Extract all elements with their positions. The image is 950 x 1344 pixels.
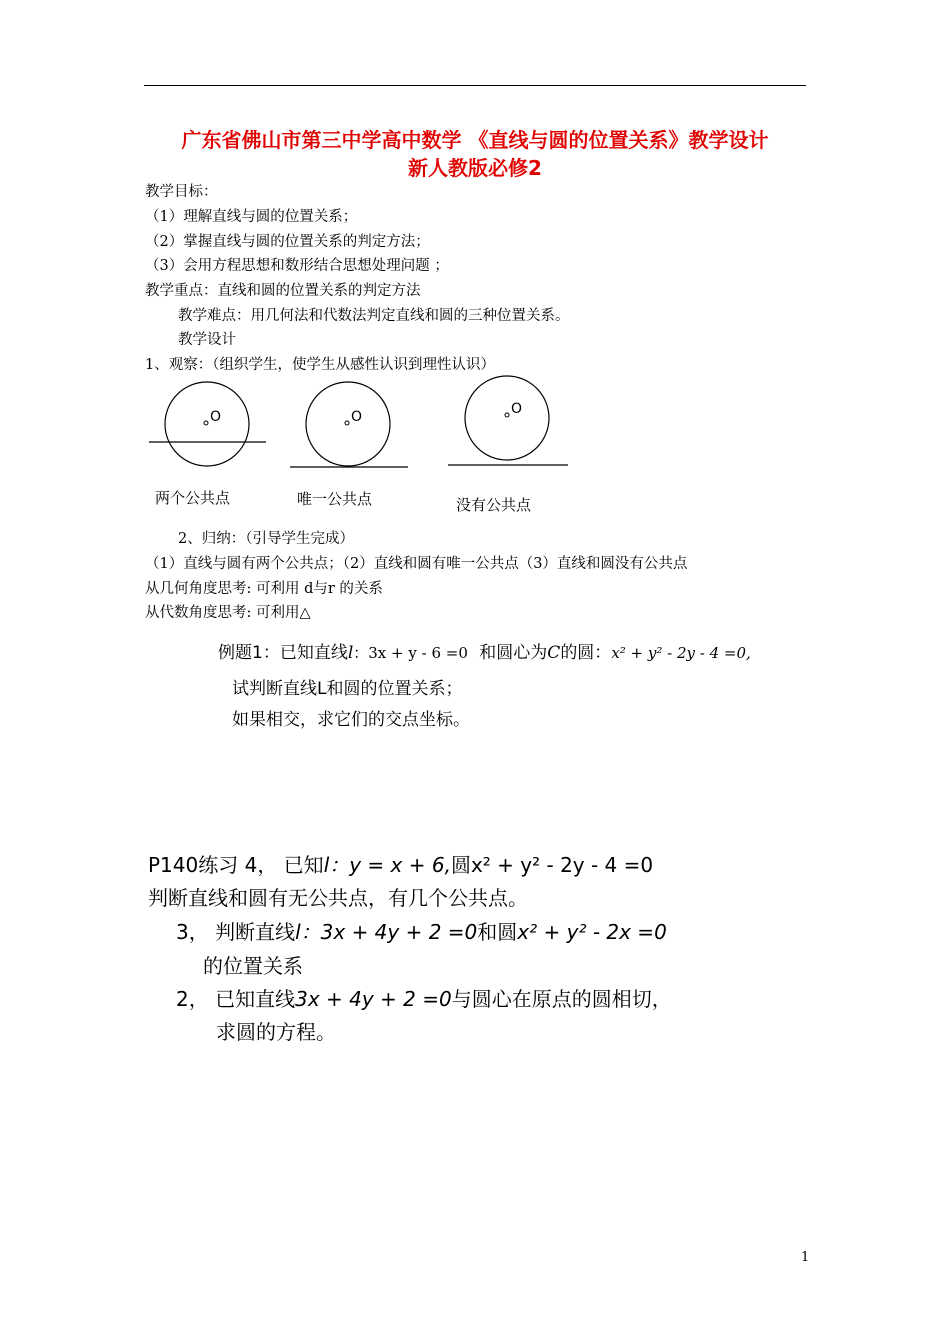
- exercise-2-question: 求圆的方程。: [216, 1020, 336, 1044]
- example-label: 例题1：已知直线: [218, 643, 348, 663]
- summary-heading: 2、归纳：（引导学生完成）: [178, 531, 354, 547]
- example-line-var: l: [347, 643, 354, 663]
- exercise-2-prefix: 2， 已知直线: [176, 987, 296, 1011]
- exercise-3: [176, 916, 667, 945]
- exercise-3-mid: 和圆: [477, 920, 518, 944]
- example-question-2: 如果相交，求它们的交点坐标。: [232, 710, 470, 730]
- exercise-p140-line: l：y = x + 6,: [323, 853, 451, 877]
- example-center: C: [547, 643, 561, 663]
- exercise-p140-prefix: P140练习 4， 已知: [148, 853, 324, 877]
- example-circle-eq: x² + y² - 2y - 4 =0,: [611, 644, 751, 662]
- exercise-2-line: 3x + 4y + 2 =0: [295, 987, 452, 1011]
- exercise-2-rest: 与圆心在原点的圆相切，: [451, 987, 672, 1011]
- example-question-1: 试判断直线L和圆的位置关系；: [232, 679, 463, 699]
- header-rule: [144, 85, 806, 86]
- summary-algebra: 从代数角度思考: 可利用△: [145, 605, 311, 621]
- center-label-3: O: [511, 401, 523, 417]
- observe-heading: 1、观察：（组织学生，使学生从感性认识到理性认识）: [145, 357, 495, 373]
- goal-item-1: （1）理解直线与圆的位置关系；: [145, 209, 358, 225]
- example-circle-prefix: 的圆：: [560, 643, 612, 663]
- caption-no-point: 没有公共点: [456, 496, 532, 514]
- exercise-3-circle: x² + y² - 2x =0: [517, 920, 667, 944]
- exercise-p140: [148, 849, 653, 878]
- diagram-tangent: [290, 382, 408, 467]
- exercise-p140-question: 判断直线和圆有无公共点，有几个公共点。: [148, 886, 528, 910]
- summary-geometry: 从几何角度思考: 可利用 d与r 的关系: [145, 581, 383, 597]
- exercise-3-line: l：3x + 4y + 2 =0: [295, 920, 478, 944]
- exercise-3-question: 的位置关系: [203, 954, 303, 978]
- page-number: 1: [801, 1250, 810, 1265]
- key-point: 教学重点：直线和圆的位置关系的判定方法: [145, 283, 421, 299]
- design-heading: 教学设计: [178, 332, 236, 348]
- diagram-intersecting: [149, 382, 266, 466]
- caption-one-point: 唯一公共点: [297, 490, 373, 508]
- goals-heading: 教学目标：: [145, 184, 218, 200]
- summary-cases: （1）直线与圆有两个公共点；（2）直线和圆有唯一公共点（3）直线和圆没有公共点: [145, 556, 688, 572]
- center-label-2: O: [351, 409, 363, 425]
- caption-two-points: 两个公共点: [155, 489, 231, 507]
- goal-item-2: （2）掌握直线与圆的位置关系的判定方法；: [145, 234, 430, 250]
- exercise-2: [176, 983, 672, 1012]
- document-subtitle: 新人教版必修2: [408, 156, 542, 180]
- document-title: 广东省佛山市第三中学高中数学 《直线与圆的位置关系》教学设计: [181, 128, 769, 152]
- center-label-1: O: [210, 409, 222, 425]
- difficulty: 教学难点：用几何法和代数法判定直线和圆的三种位置关系。: [178, 308, 570, 324]
- exercise-3-prefix: 3， 判断直线: [176, 920, 296, 944]
- diagram-separate: [448, 376, 568, 465]
- exercise-p140-circle: 圆x² + y² - 2y - 4 =0: [450, 853, 654, 877]
- goal-item-3: （3）会用方程思想和数形结合思想处理问题 ；: [145, 258, 449, 274]
- example-1: [218, 638, 751, 663]
- example-mid: 和圆心为: [479, 643, 548, 663]
- example-line-eq: ：3x + y - 6 =0: [353, 644, 468, 662]
